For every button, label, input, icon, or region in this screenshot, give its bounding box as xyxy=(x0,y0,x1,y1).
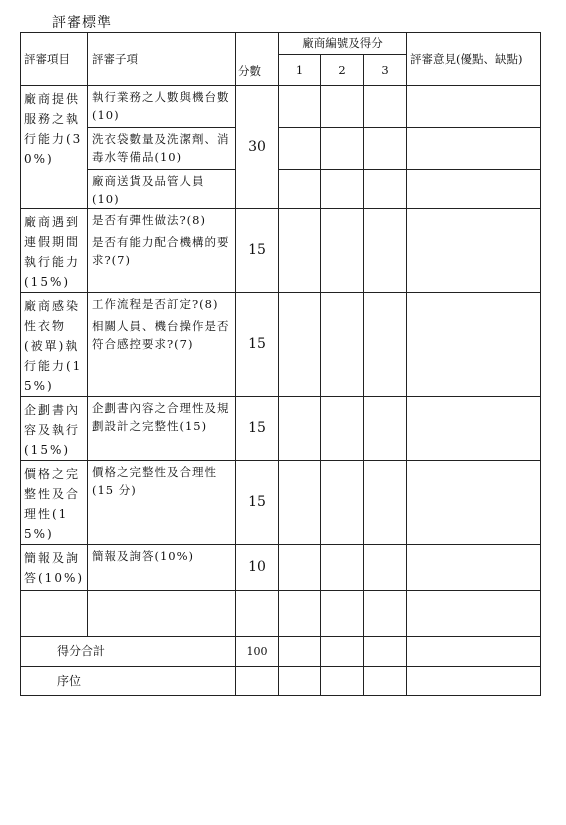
score-cell[interactable] xyxy=(279,461,321,545)
opinion-cell[interactable] xyxy=(407,293,541,397)
blank-cell[interactable] xyxy=(236,591,279,637)
score-cell[interactable] xyxy=(364,545,407,591)
criterion-score: 30 xyxy=(236,86,279,209)
opinion-cell[interactable] xyxy=(407,209,541,293)
score-cell[interactable] xyxy=(279,293,321,397)
criterion-score: 10 xyxy=(236,545,279,591)
criterion-item: 簡報及詢答(10%) xyxy=(21,545,88,591)
criterion-score: 15 xyxy=(236,209,279,293)
score-cell[interactable] xyxy=(321,170,364,209)
criterion-item: 價格之完整性及合理性(15%) xyxy=(21,461,88,545)
score-cell[interactable] xyxy=(279,128,321,170)
score-cell[interactable] xyxy=(364,128,407,170)
score-cell[interactable] xyxy=(364,209,407,293)
criterion-item: 廠商提供服務之執行能力(30%) xyxy=(21,86,88,209)
total-label: 得分合計 xyxy=(21,637,236,667)
score-cell[interactable] xyxy=(364,170,407,209)
opinion-cell[interactable] xyxy=(407,397,541,461)
opinion-cell[interactable] xyxy=(407,128,541,170)
rank-cell[interactable] xyxy=(321,667,364,696)
header-score: 分數 xyxy=(236,33,279,86)
score-cell[interactable] xyxy=(321,209,364,293)
rank-label: 序位 xyxy=(21,667,236,696)
criterion-score: 15 xyxy=(236,397,279,461)
total-cell[interactable] xyxy=(321,637,364,667)
criterion-item: 廠商遇到連假期間執行能力(15%) xyxy=(21,209,88,293)
blank-cell[interactable] xyxy=(21,591,88,637)
criterion-subitem: 相關人員、機台操作是否符合感控要求?(7) xyxy=(92,319,230,351)
blank-cell[interactable] xyxy=(88,591,236,637)
criterion-subitem: 簡報及詢答(10%) xyxy=(88,545,236,591)
header-opinion: 評審意見(優點、缺點) xyxy=(407,33,541,86)
criterion-subitem: 是否有能力配合機構的要求?(7) xyxy=(92,235,230,267)
opinion-cell[interactable] xyxy=(407,545,541,591)
total-opinion-cell[interactable] xyxy=(407,637,541,667)
total-score: 100 xyxy=(236,637,279,667)
rank-cell[interactable] xyxy=(364,667,407,696)
score-cell[interactable] xyxy=(321,461,364,545)
vendor-1-header: 1 xyxy=(279,55,321,86)
criterion-subitem: 是否有彈性做法?(8) xyxy=(92,213,206,227)
criterion-subitem-group xyxy=(88,209,236,293)
criterion-subitem: 價格之完整性及合理性(15 分) xyxy=(88,461,236,545)
score-cell[interactable] xyxy=(279,591,321,637)
score-cell[interactable] xyxy=(364,461,407,545)
score-cell[interactable] xyxy=(279,545,321,591)
header-subitem: 評審子項 xyxy=(88,33,236,86)
header-vendor-group: 廠商編號及得分 xyxy=(279,33,407,55)
opinion-cell[interactable] xyxy=(407,170,541,209)
score-cell[interactable] xyxy=(279,86,321,128)
criterion-subitem: 企劃書內容之合理性及規劃設計之完整性(15) xyxy=(88,397,236,461)
criterion-subitem: 廠商送貨及品管人員(10) xyxy=(88,170,236,209)
criterion-subitem: 洗衣袋數量及洗潔劑、消毒水等備品(10) xyxy=(88,128,236,170)
score-cell[interactable] xyxy=(364,591,407,637)
criterion-subitem: 執行業務之人數與機台數(10) xyxy=(88,86,236,128)
header-item: 評審項目 xyxy=(21,33,88,86)
criterion-score: 15 xyxy=(236,461,279,545)
rank-score-cell[interactable] xyxy=(236,667,279,696)
evaluation-table xyxy=(20,32,541,696)
rank-opinion-cell[interactable] xyxy=(407,667,541,696)
score-cell[interactable] xyxy=(364,293,407,397)
vendor-3-header: 3 xyxy=(364,55,407,86)
score-cell[interactable] xyxy=(279,397,321,461)
vendor-2-header: 2 xyxy=(321,55,364,86)
score-cell[interactable] xyxy=(321,397,364,461)
page-title: 評審標準 xyxy=(52,15,112,31)
criterion-item: 廠商感染性衣物(被單)執行能力(15%) xyxy=(21,293,88,397)
criterion-item: 企劃書內容及執行(15%) xyxy=(21,397,88,461)
total-cell[interactable] xyxy=(279,637,321,667)
score-cell[interactable] xyxy=(321,591,364,637)
total-cell[interactable] xyxy=(364,637,407,667)
rank-cell[interactable] xyxy=(279,667,321,696)
criterion-subitem: 工作流程是否訂定?(8) xyxy=(92,297,219,311)
criterion-score: 15 xyxy=(236,293,279,397)
criterion-subitem-group xyxy=(88,293,236,397)
score-cell[interactable] xyxy=(364,86,407,128)
opinion-cell[interactable] xyxy=(407,86,541,128)
score-cell[interactable] xyxy=(279,170,321,209)
score-cell[interactable] xyxy=(321,86,364,128)
score-cell[interactable] xyxy=(279,209,321,293)
opinion-cell[interactable] xyxy=(407,461,541,545)
opinion-cell[interactable] xyxy=(407,591,541,637)
score-cell[interactable] xyxy=(321,128,364,170)
score-cell[interactable] xyxy=(321,545,364,591)
score-cell[interactable] xyxy=(364,397,407,461)
score-cell[interactable] xyxy=(321,293,364,397)
